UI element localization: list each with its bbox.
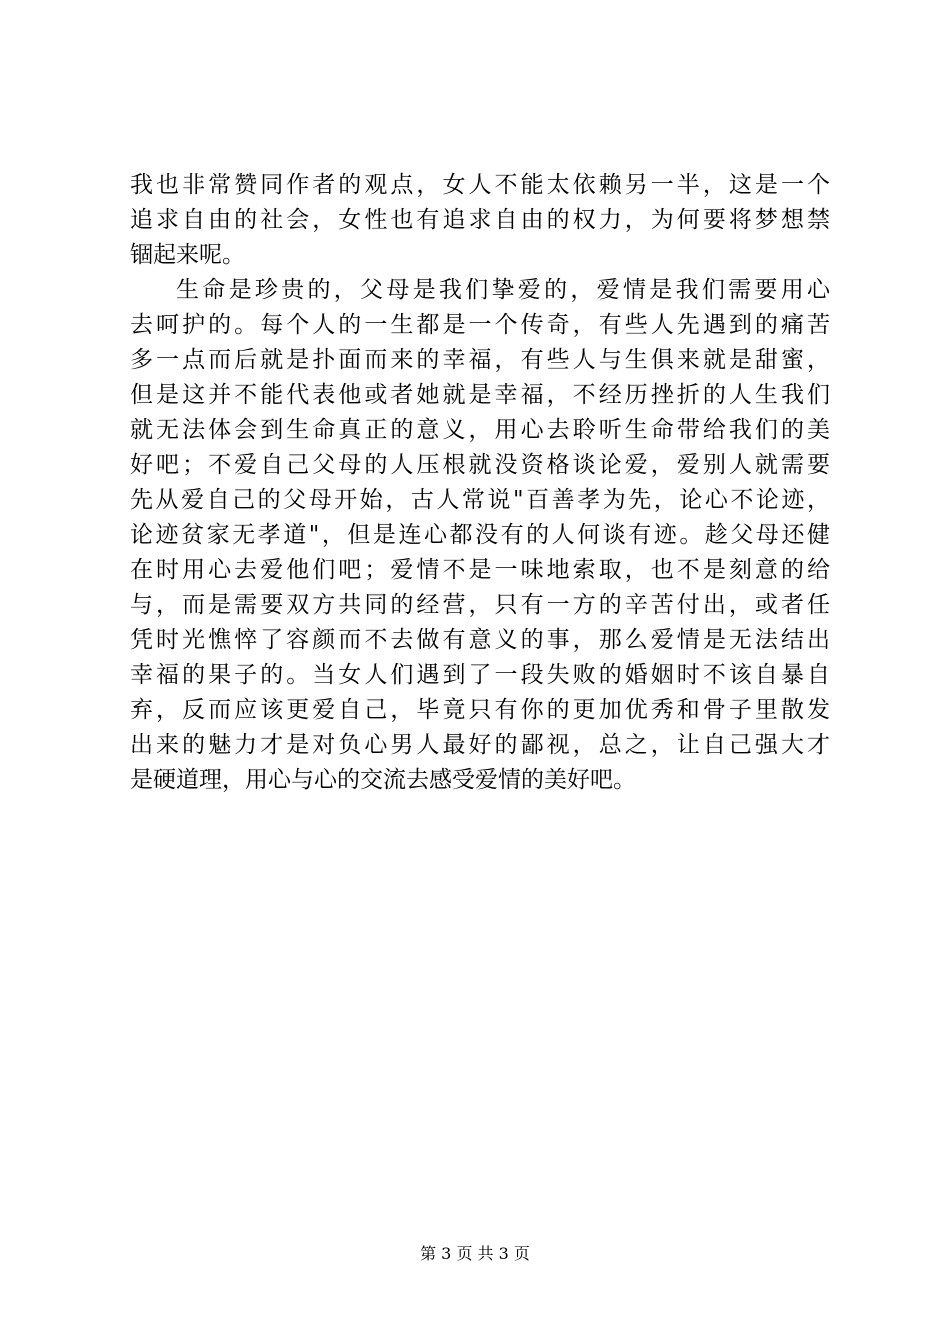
text-line: 但是这并不能代表他或者她就是幸福，不经历挫折的人生我们 <box>130 382 830 408</box>
text-line: 就无法体会到生命真正的意义，用心去聆听生命带给我们的美 <box>130 417 830 443</box>
paragraph-2 <box>130 273 830 798</box>
text-line: 多一点而后就是扑面而来的幸福，有些人与生俱来就是甜蜜， <box>130 347 830 373</box>
text-line: 与，而是需要双方共同的经营，只有一方的辛苦付出，或者任 <box>130 592 830 618</box>
text-line: 在时用心去爱他们吧；爱情不是一味地索取，也不是刻意的给 <box>130 557 830 583</box>
text-line: 追求自由的社会，女性也有追求自由的权力，为何要将梦想禁 <box>130 207 830 233</box>
page-number-footer: 第 3 页 共 3 页 <box>420 1244 530 1263</box>
text-line: 锢起来呢。 <box>130 242 245 268</box>
text-line: 生命是珍贵的，父母是我们挚爱的，爱情是我们需要用心 <box>176 277 830 303</box>
paragraph-1 <box>130 168 830 273</box>
text-line: 幸福的果子的。当女人们遇到了一段失败的婚姻时不该自暴自 <box>130 662 830 688</box>
text-line: 好吧；不爱自己父母的人压根就没资格谈论爱，爱别人就需要 <box>130 452 830 478</box>
text-line: 论迹贫家无孝道"，但是连心都没有的人何谈有迹。趁父母还健 <box>130 522 830 548</box>
text-line: 是硬道理，用心与心的交流去感受爱情的美好吧。 <box>130 767 636 793</box>
text-line: 出来的魅力才是对负心男人最好的鄙视，总之，让自己强大才 <box>130 732 830 758</box>
text-line: 我也非常赞同作者的观点，女人不能太依赖另一半，这是一个 <box>130 172 830 198</box>
text-line: 凭时光憔悴了容颜而不去做有意义的事，那么爱情是无法结出 <box>130 627 830 653</box>
document-body <box>130 168 830 798</box>
text-line: 先从爱自己的父母开始，古人常说"百善孝为先，论心不论迹， <box>130 487 830 513</box>
text-line: 弃，反而应该更爱自己，毕竟只有你的更加优秀和骨子里散发 <box>130 697 830 723</box>
text-line: 去呵护的。每个人的一生都是一个传奇，有些人先遇到的痛苦 <box>130 312 830 338</box>
